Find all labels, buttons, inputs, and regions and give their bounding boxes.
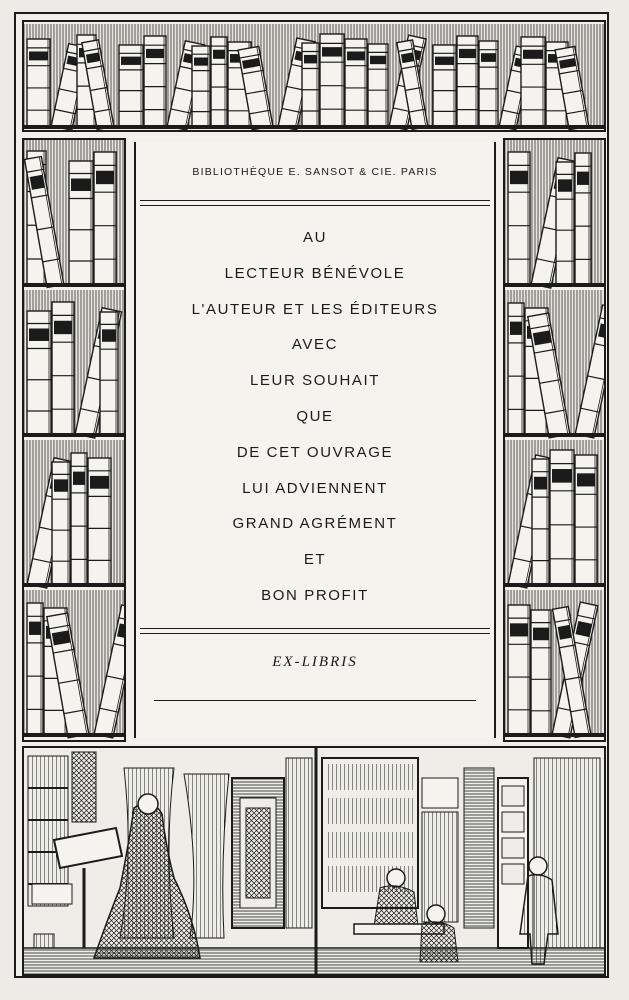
dedication-line: AU bbox=[302, 229, 328, 246]
dedication-panel bbox=[134, 142, 496, 738]
left-bookshelf-illustration bbox=[22, 138, 126, 742]
dedication-line: GRAND AGRÉMENT bbox=[232, 515, 398, 533]
ex-libris-label: EX-LIBRIS bbox=[272, 654, 358, 670]
right-bookshelf-illustration bbox=[503, 138, 606, 742]
dedication-line: AVEC bbox=[291, 336, 339, 354]
dedication-line: QUE bbox=[296, 407, 334, 425]
top-bookshelf-illustration bbox=[22, 20, 606, 132]
publisher-line: BIBLIOTHÈQUE E. SANSOT & CIE. PARIS bbox=[192, 166, 438, 178]
dedication-line: LECTEUR BÉNÉVOLE bbox=[224, 264, 406, 282]
signature-rule bbox=[154, 700, 476, 701]
dedication-line: LEUR SOUHAIT bbox=[249, 372, 381, 390]
library-scene-illustration bbox=[22, 746, 606, 976]
right-shelf-books bbox=[505, 140, 604, 740]
top-double-rule bbox=[140, 200, 490, 206]
top-shelf-books bbox=[24, 22, 604, 130]
dedication-line: DE CET OUVRAGE bbox=[236, 443, 394, 461]
library-scene-drawing bbox=[24, 748, 604, 974]
dedication-line: ET bbox=[303, 551, 327, 569]
left-shelf-books bbox=[24, 140, 124, 740]
dedication-line: L'AUTEUR ET LES ÉDITEURS bbox=[191, 300, 439, 318]
dedication-text bbox=[136, 220, 494, 614]
bottom-double-rule bbox=[140, 628, 490, 634]
dedication-line: LUI ADVIENNENT bbox=[242, 479, 388, 497]
dedication-line: BON PROFIT bbox=[261, 586, 369, 604]
